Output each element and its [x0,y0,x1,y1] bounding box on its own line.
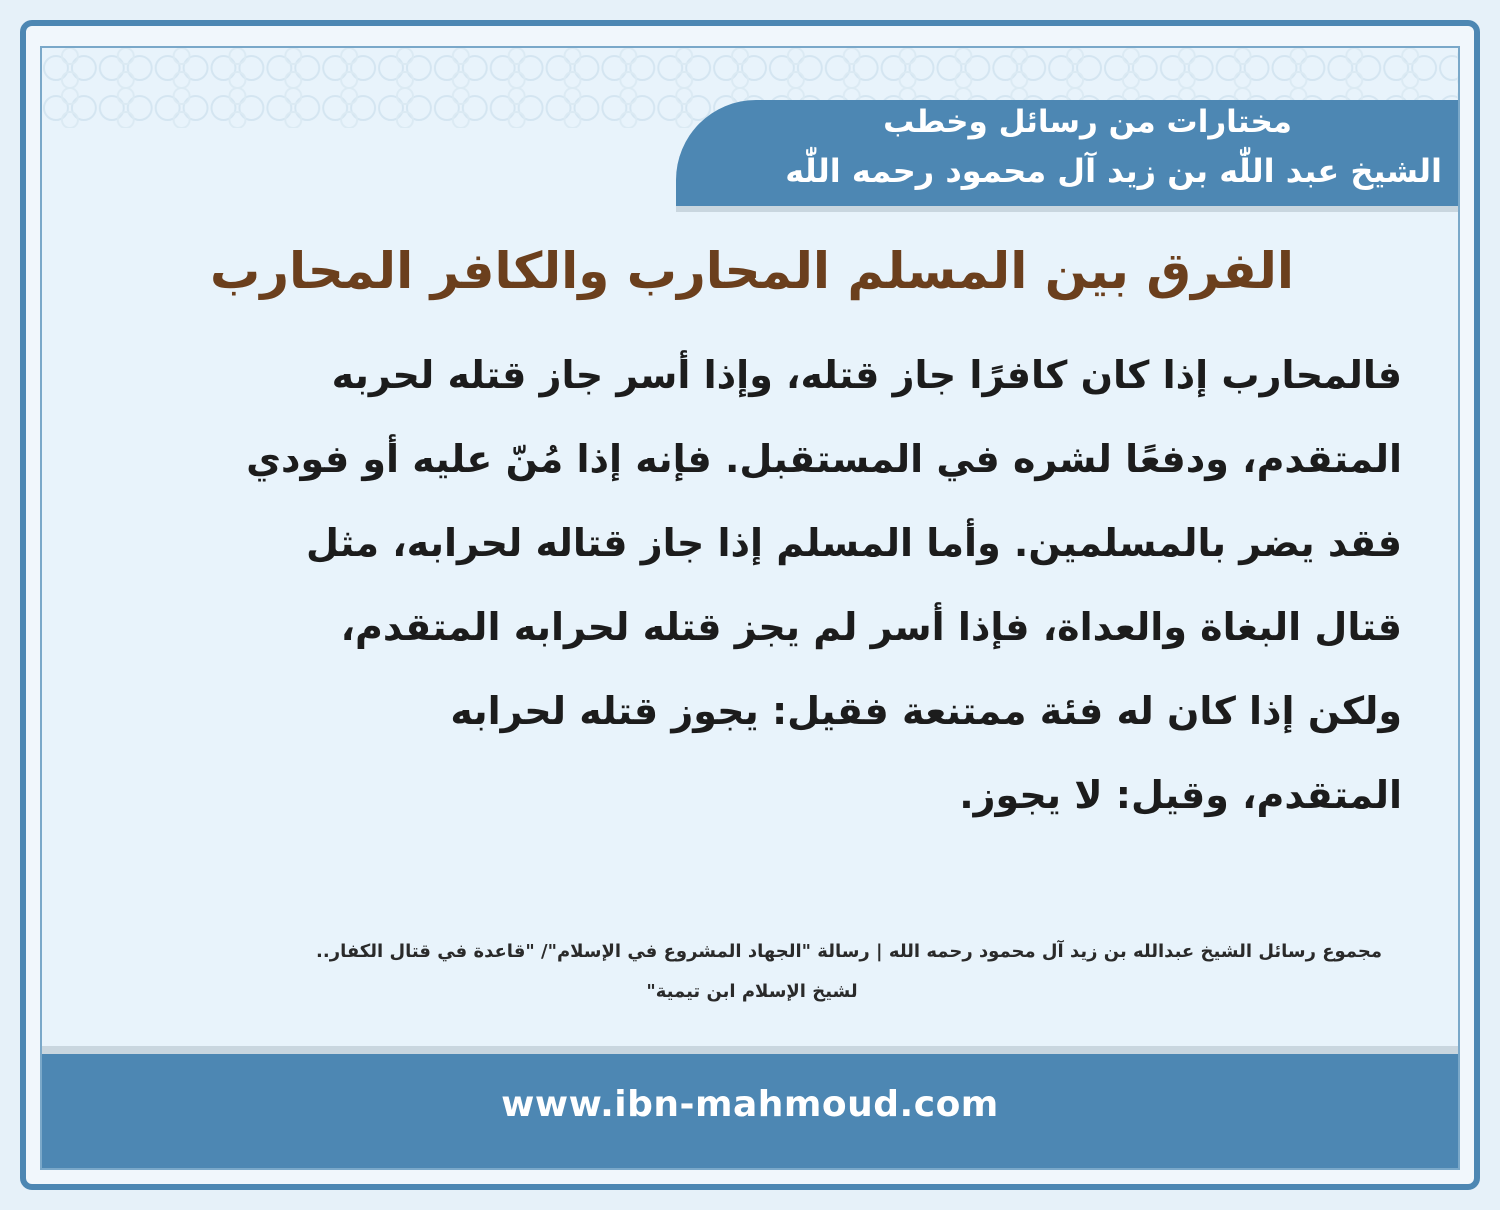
quote-line: فالمحارب إذا كان كافرًا جاز قتله، وإذا أسر جاز قتله لحربه [331,353,1402,397]
header-author: الشيخ عبد اللّٰه بن زيد آل محمود رحمه اللّٰه [785,152,1442,190]
source-line: مجموع رسائل الشيخ عبدالله بن زيد آل محمود رحمه الله | رسالة "الجهاد المشروع في الإسلام"/ "قاعدة في قتال الكفار.. [316,941,1382,962]
quote-line: ولكن إذا كان له فئة ممتنعة فقيل: يجوز قتله لحرابه [450,689,1402,733]
footer-bar [42,1046,1458,1168]
header-subtitle: مختارات من رسائل وخطب [883,104,1292,140]
website-link[interactable]: www.ibn-mahmoud.com [501,1084,999,1125]
quote-line: قتال البغاة والعداة، فإذا أسر لم يجز قتله لحرابه المتقدم، [340,605,1402,649]
page-title: الفرق بين المسلم المحارب والكافر المحارب [209,242,1295,300]
card [40,46,1460,1170]
source-citation [122,932,1382,1012]
quote-line: المتقدم، وقيل: لا يجوز. [959,773,1402,817]
source-line: لشيخ الإسلام ابن تيمية" [646,981,858,1002]
quote-line: فقد يضر بالمسلمين. وأما المسلم إذا جاز قتاله لحرابه، مثل [306,521,1402,565]
quote-body [122,333,1402,837]
header-banner [676,100,1458,206]
quote-line: المتقدم، ودفعًا لشره في المستقبل. فإنه إذا مُنّ عليه أو فودي [246,437,1402,481]
